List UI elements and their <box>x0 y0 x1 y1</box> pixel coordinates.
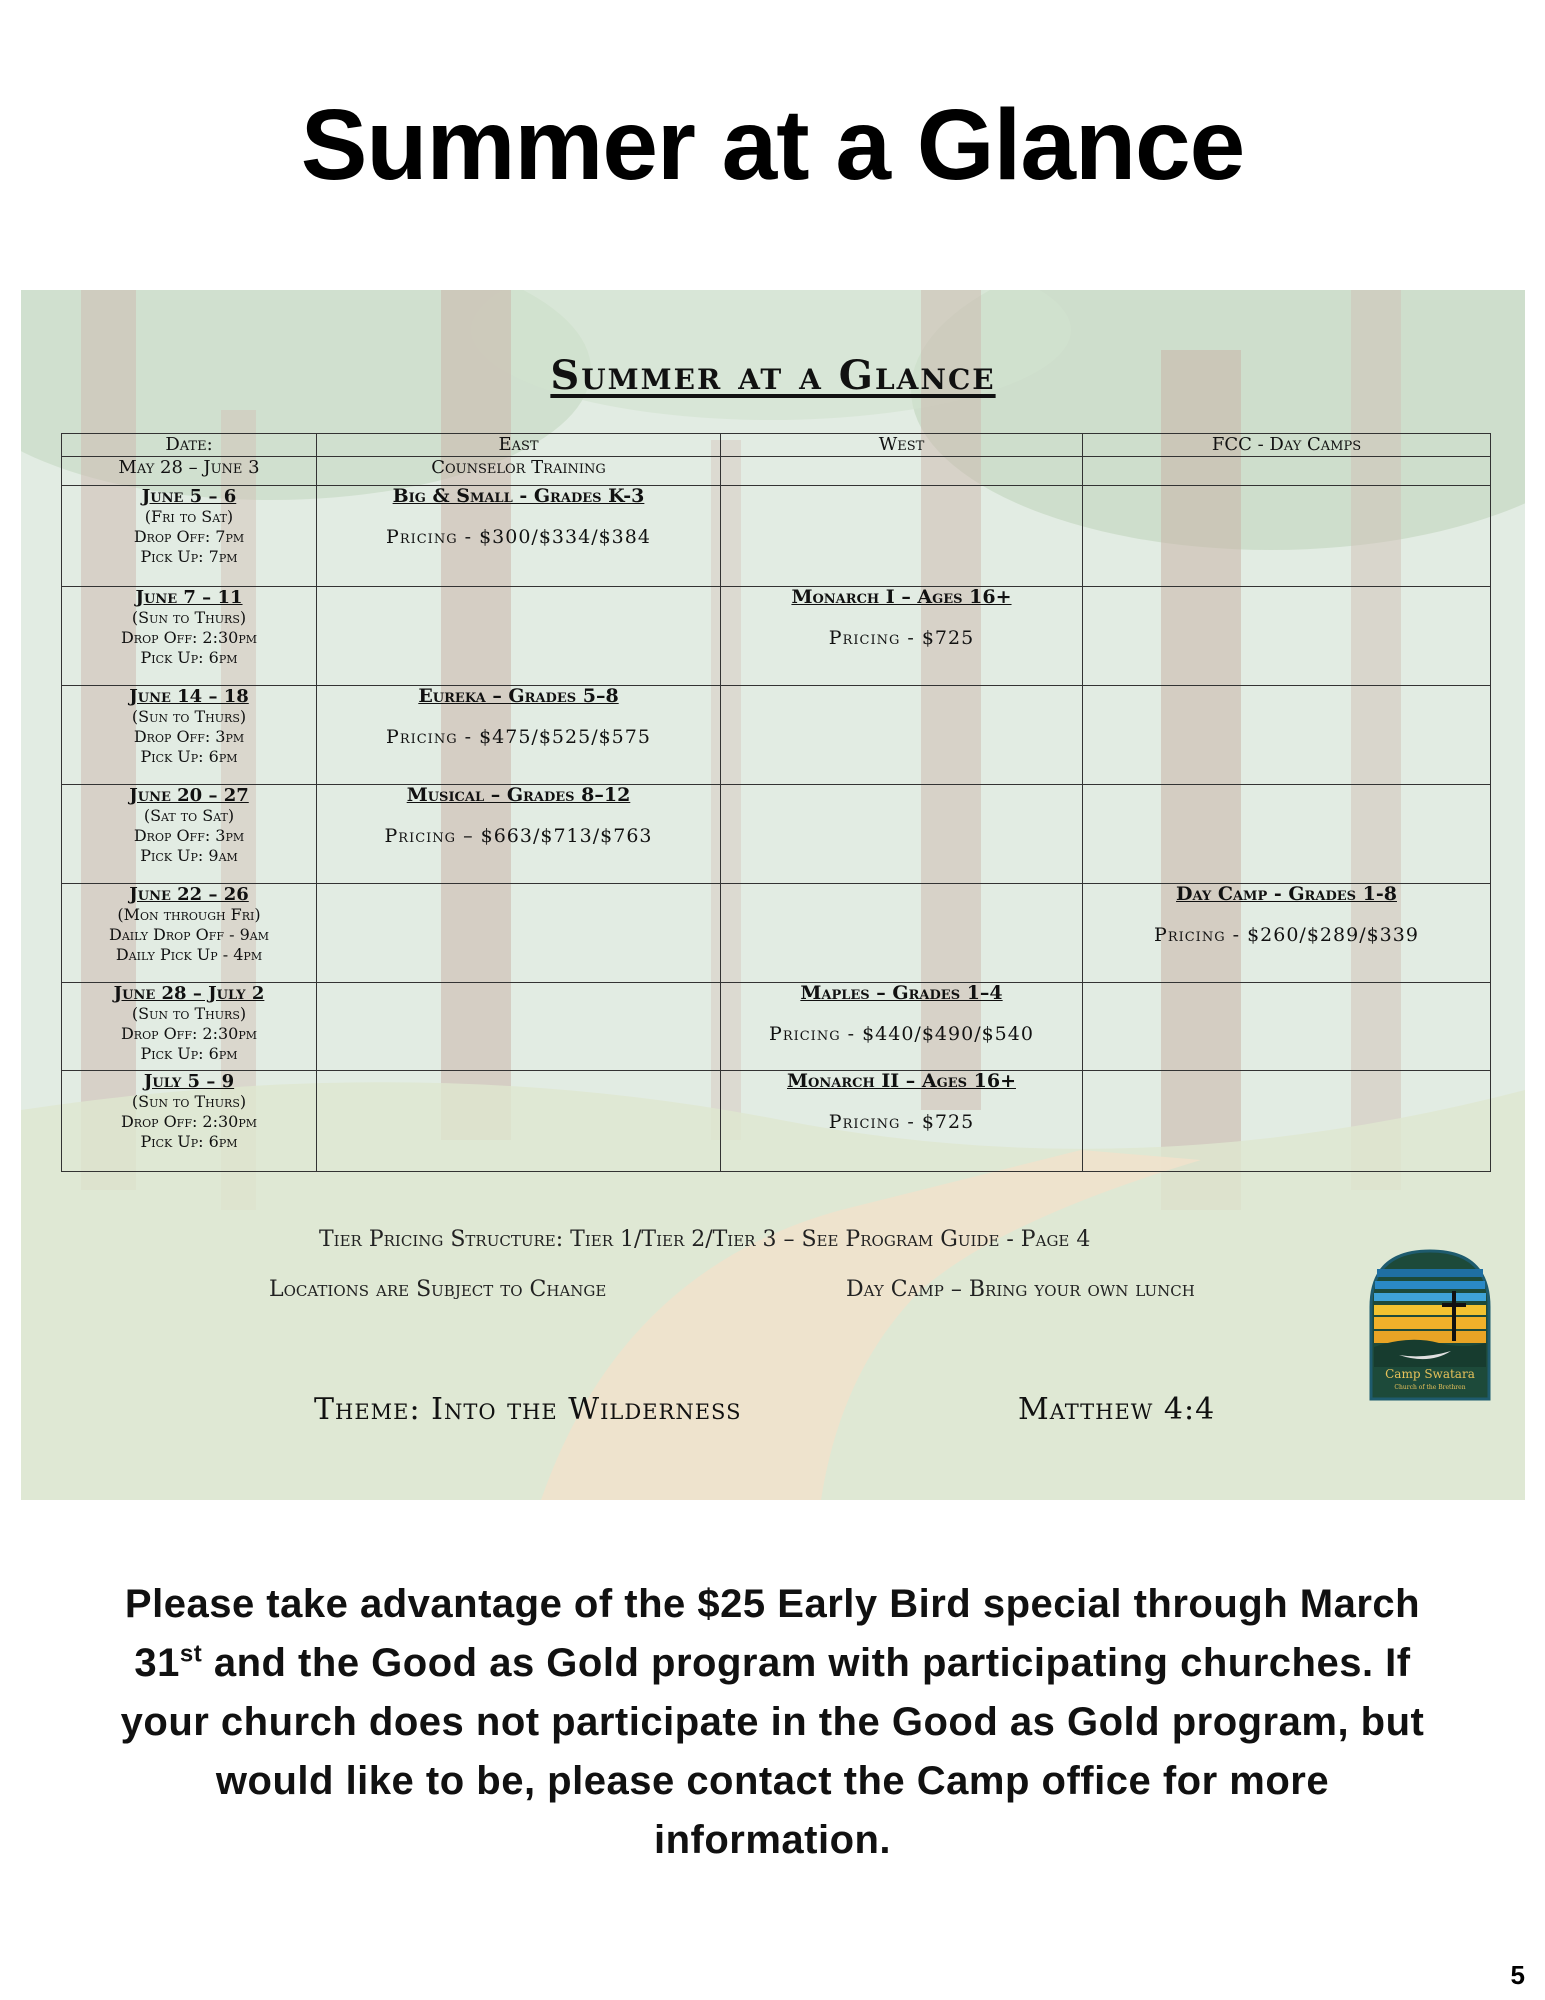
program-pricing: Pricing - $300/$334/$384 <box>386 526 651 548</box>
program-name: Counselor Training <box>431 457 606 478</box>
fcc-cell <box>1083 884 1491 983</box>
west-cell <box>721 884 1083 983</box>
program-name: Monarch II – Ages 16+ <box>787 1070 1016 1092</box>
fcc-cell <box>1083 486 1491 587</box>
fcc-cell <box>1083 587 1491 686</box>
date-days: (Sun to Thurs) <box>131 608 247 627</box>
date-days: (Fri to Sat) <box>144 507 234 526</box>
column-header-date: Date: <box>62 434 317 457</box>
page-number: 5 <box>1510 1960 1525 1990</box>
camp-logo <box>1369 1247 1491 1401</box>
paragraph-line: would like to be, please contact the Camp office for more <box>215 1759 1330 1803</box>
poster-title: Summer at a Glance <box>550 352 996 399</box>
east-cell <box>317 1071 721 1172</box>
date-days: (Mon through Fri) <box>117 905 261 924</box>
east-cell <box>317 457 721 486</box>
program-name: Maples – Grades 1–4 <box>800 982 1003 1004</box>
west-cell <box>721 1071 1083 1172</box>
east-cell <box>317 785 721 884</box>
logo-subtitle: Church of the Brethren <box>1394 1384 1466 1391</box>
paragraph-line: Please take advantage of the $25 Early Bird special through March <box>124 1582 1421 1626</box>
east-cell <box>317 983 721 1071</box>
program-pricing: Pricing - $475/$525/$575 <box>386 726 651 748</box>
program-pricing: Pricing - $725 <box>828 1111 975 1133</box>
west-cell <box>721 686 1083 785</box>
theme-text: Theme: Into the Wilderness <box>314 1392 742 1427</box>
east-cell <box>317 884 721 983</box>
date-number: 31 <box>134 1641 180 1685</box>
pick-up-time: Daily Pick Up - 4pm <box>115 945 263 964</box>
column-header-west: West <box>721 434 1083 457</box>
west-cell <box>721 486 1083 587</box>
table-row <box>62 486 1491 587</box>
program-pricing: Pricing - $725 <box>828 627 975 649</box>
fcc-cell <box>1083 785 1491 884</box>
early-bird-paragraph <box>40 1575 1505 1870</box>
program-pricing: Pricing – $663/$713/$763 <box>384 825 653 847</box>
date-days: (Sun to Thurs) <box>131 1092 247 1111</box>
date-range: June 20 – 27 <box>129 785 249 806</box>
drop-off-time: Drop Off: 3pm <box>133 826 245 845</box>
fcc-cell <box>1083 983 1491 1071</box>
table-row <box>62 587 1491 686</box>
west-cell <box>721 785 1083 884</box>
date-days: (Sun to Thurs) <box>131 707 247 726</box>
pick-up-time: Pick Up: 6pm <box>140 1132 238 1151</box>
date-cell <box>62 884 317 983</box>
drop-off-time: Drop Off: 7pm <box>133 527 245 546</box>
paragraph-line <box>40 1634 1505 1693</box>
paragraph-line: your church does not participate in the Good as Gold program, but <box>120 1700 1425 1744</box>
table-row <box>62 457 1491 486</box>
date-cell <box>62 457 317 486</box>
date-range: June 14 – 18 <box>129 686 249 707</box>
table-row <box>62 785 1491 884</box>
fcc-cell <box>1083 686 1491 785</box>
program-name: Big & Small - Grades K-3 <box>392 485 645 507</box>
west-cell <box>721 587 1083 686</box>
east-cell <box>317 486 721 587</box>
schedule-poster <box>21 290 1525 1500</box>
date-days: (Sat to Sat) <box>143 806 235 825</box>
logo-name: Camp Swatara <box>1385 1367 1475 1381</box>
table-row <box>62 884 1491 983</box>
ordinal-suffix: st <box>179 1640 203 1668</box>
pick-up-time: Pick Up: 9am <box>140 846 238 865</box>
drop-off-time: Drop Off: 2:30pm <box>120 1112 258 1131</box>
program-name: Day Camp - Grades 1-8 <box>1176 883 1397 905</box>
table-row <box>62 686 1491 785</box>
date-cell <box>62 486 317 587</box>
table-header-row <box>62 434 1491 457</box>
date-cell <box>62 983 317 1071</box>
date-range: June 7 – 11 <box>135 587 243 608</box>
date-cell <box>62 1071 317 1172</box>
date-cell <box>62 686 317 785</box>
locations-note: Locations are Subject to Change <box>269 1277 607 1302</box>
drop-off-time: Drop Off: 2:30pm <box>120 1024 258 1043</box>
west-cell <box>721 983 1083 1071</box>
pick-up-time: Pick Up: 6pm <box>140 747 238 766</box>
schedule-table <box>61 433 1491 1172</box>
date-range: June 28 – July 2 <box>113 983 265 1004</box>
date-range: June 5 – 6 <box>141 486 237 507</box>
paragraph-line: information. <box>653 1818 892 1862</box>
tier-pricing-note: Tier Pricing Structure: Tier 1/Tier 2/Tier 3 – See Program Guide - Page 4 <box>319 1227 1091 1252</box>
date-range: June 22 – 26 <box>129 884 249 905</box>
pick-up-time: Pick Up: 7pm <box>140 547 238 566</box>
program-pricing: Pricing - $260/$289/$339 <box>1154 924 1419 946</box>
date-range: July 5 – 9 <box>143 1071 235 1092</box>
date-days: (Sun to Thurs) <box>131 1004 247 1023</box>
scripture-reference: Matthew 4:4 <box>1018 1392 1216 1427</box>
pick-up-time: Pick Up: 6pm <box>140 1044 238 1063</box>
column-header-east: East <box>317 434 721 457</box>
east-cell <box>317 587 721 686</box>
program-pricing: Pricing - $440/$490/$540 <box>769 1023 1034 1045</box>
page-title: Summer at a Glance <box>300 89 1245 201</box>
fcc-cell <box>1083 1071 1491 1172</box>
program-name: Musical – Grades 8–12 <box>406 784 631 806</box>
table-row <box>62 983 1491 1071</box>
date-range: May 28 – June 3 <box>118 457 260 478</box>
day-camp-lunch-note: Day Camp – Bring your own lunch <box>846 1277 1195 1302</box>
program-name: Monarch I – Ages 16+ <box>791 586 1012 608</box>
west-cell <box>721 457 1083 486</box>
east-cell <box>317 686 721 785</box>
pick-up-time: Pick Up: 6pm <box>140 648 238 667</box>
drop-off-time: Drop Off: 3pm <box>133 727 245 746</box>
column-header-fcc: FCC - Day Camps <box>1083 434 1491 457</box>
date-cell <box>62 587 317 686</box>
table-row <box>62 1071 1491 1172</box>
drop-off-time: Drop Off: 2:30pm <box>120 628 258 647</box>
drop-off-time: Daily Drop Off - 9am <box>108 925 270 944</box>
paragraph-line-rest: and the Good as Gold program with participating churches. If <box>202 1641 1411 1685</box>
fcc-cell <box>1083 457 1491 486</box>
program-name: Eureka – Grades 5–8 <box>418 685 619 707</box>
date-cell <box>62 785 317 884</box>
